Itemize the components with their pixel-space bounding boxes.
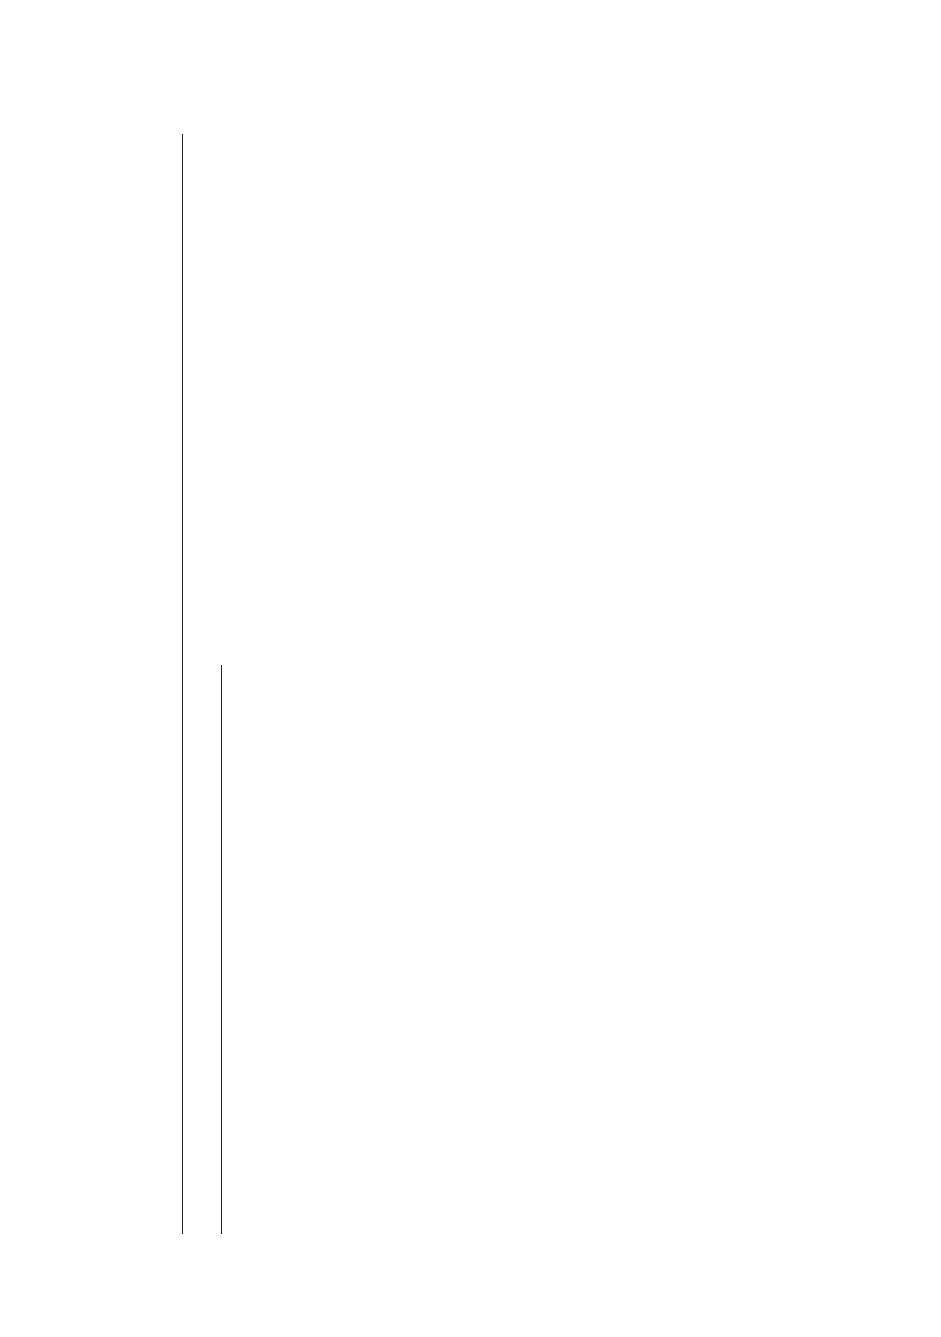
aliens-table: [182, 134, 222, 1234]
footnotes: [694, 1190, 738, 1234]
rotated-table-page: [84, 130, 744, 1262]
nationality-thai-header: [183, 665, 222, 1234]
footnote-thai: [694, 1190, 716, 1234]
footnote-source: [716, 1190, 738, 1234]
